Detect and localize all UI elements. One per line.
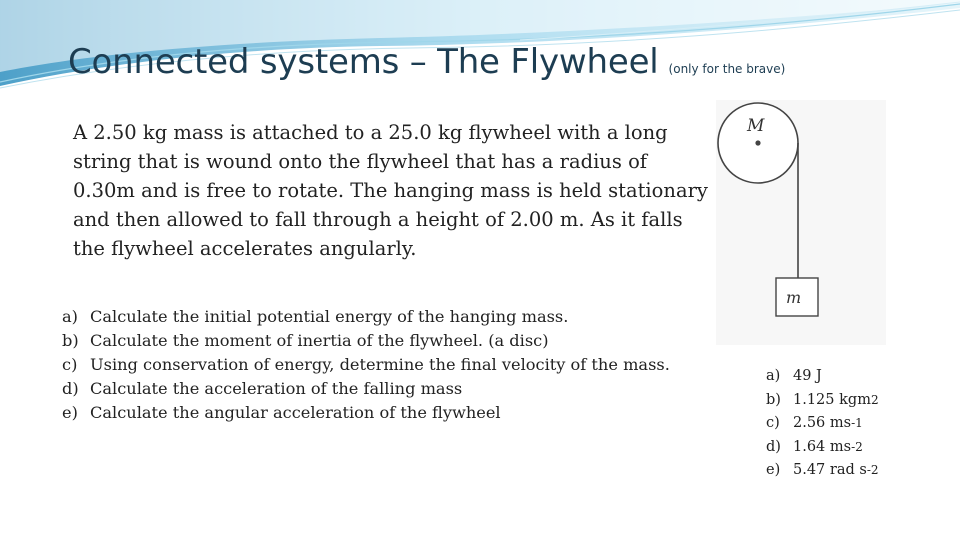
answer-letter: c) bbox=[766, 415, 780, 431]
list-item bbox=[766, 436, 879, 460]
answer-unit-exponent: -1 bbox=[851, 416, 863, 430]
answer-text: 49 J bbox=[793, 368, 822, 384]
question-text: Calculate the initial potential energy of the hanging mass. bbox=[90, 307, 569, 326]
list-item bbox=[62, 305, 670, 329]
question-text: Calculate the angular acceleration of the flywheel bbox=[90, 403, 501, 422]
answer-letter: d) bbox=[766, 438, 781, 455]
question-letter: b) bbox=[62, 331, 79, 350]
answer-letter: b) bbox=[766, 391, 781, 408]
answer-letter: a) bbox=[766, 368, 781, 384]
answer-unit-exponent: -2 bbox=[851, 439, 863, 454]
answer-text: 1.125 kgm bbox=[793, 391, 871, 408]
list-item bbox=[766, 412, 879, 436]
question-letter: e) bbox=[62, 403, 78, 422]
title-note: (only for the brave) bbox=[668, 62, 786, 76]
list-item bbox=[766, 389, 879, 413]
list-item bbox=[62, 353, 670, 377]
answer-text: 5.47 rad s bbox=[793, 462, 867, 478]
list-item bbox=[766, 365, 879, 389]
question-letter: c) bbox=[62, 355, 78, 374]
question-list bbox=[62, 305, 670, 425]
list-item bbox=[766, 459, 879, 483]
page-title bbox=[68, 42, 785, 82]
question-text: Calculate the acceleration of the falling mass bbox=[90, 379, 463, 398]
question-letter: a) bbox=[62, 307, 78, 326]
flywheel-label: M bbox=[747, 116, 765, 136]
answer-letter: e) bbox=[766, 462, 781, 478]
answer-text: 2.56 ms bbox=[793, 415, 852, 431]
problem-statement: A 2.50 kg mass is attached to a 25.0 kg flywheel with a long string that is wound onto the flywheel that has a radius of 0.30m and is free to rotate. The hanging mass is held stationary and then allowed to fall through a height of 2.00 m. As it falls the flywheel accelerates angularly. bbox=[73, 121, 708, 260]
answer-text: 1.64 ms bbox=[793, 438, 852, 455]
list-item bbox=[62, 377, 670, 401]
question-text: Calculate the moment of inertia of the flywheel. (a disc) bbox=[90, 331, 549, 350]
flywheel-diagram bbox=[716, 100, 886, 345]
question-text: Using conservation of energy, determine the final velocity of the mass. bbox=[90, 355, 670, 374]
question-letter: d) bbox=[62, 379, 79, 398]
flywheel-axle bbox=[755, 140, 760, 145]
answer-list bbox=[766, 365, 879, 483]
list-item bbox=[62, 329, 670, 353]
title-main: Connected systems – The Flywheel bbox=[68, 42, 659, 82]
answer-unit-exponent: -2 bbox=[866, 463, 879, 477]
answer-unit-exponent: 2 bbox=[870, 392, 879, 407]
list-item bbox=[62, 401, 670, 425]
mass-label: m bbox=[786, 288, 802, 307]
